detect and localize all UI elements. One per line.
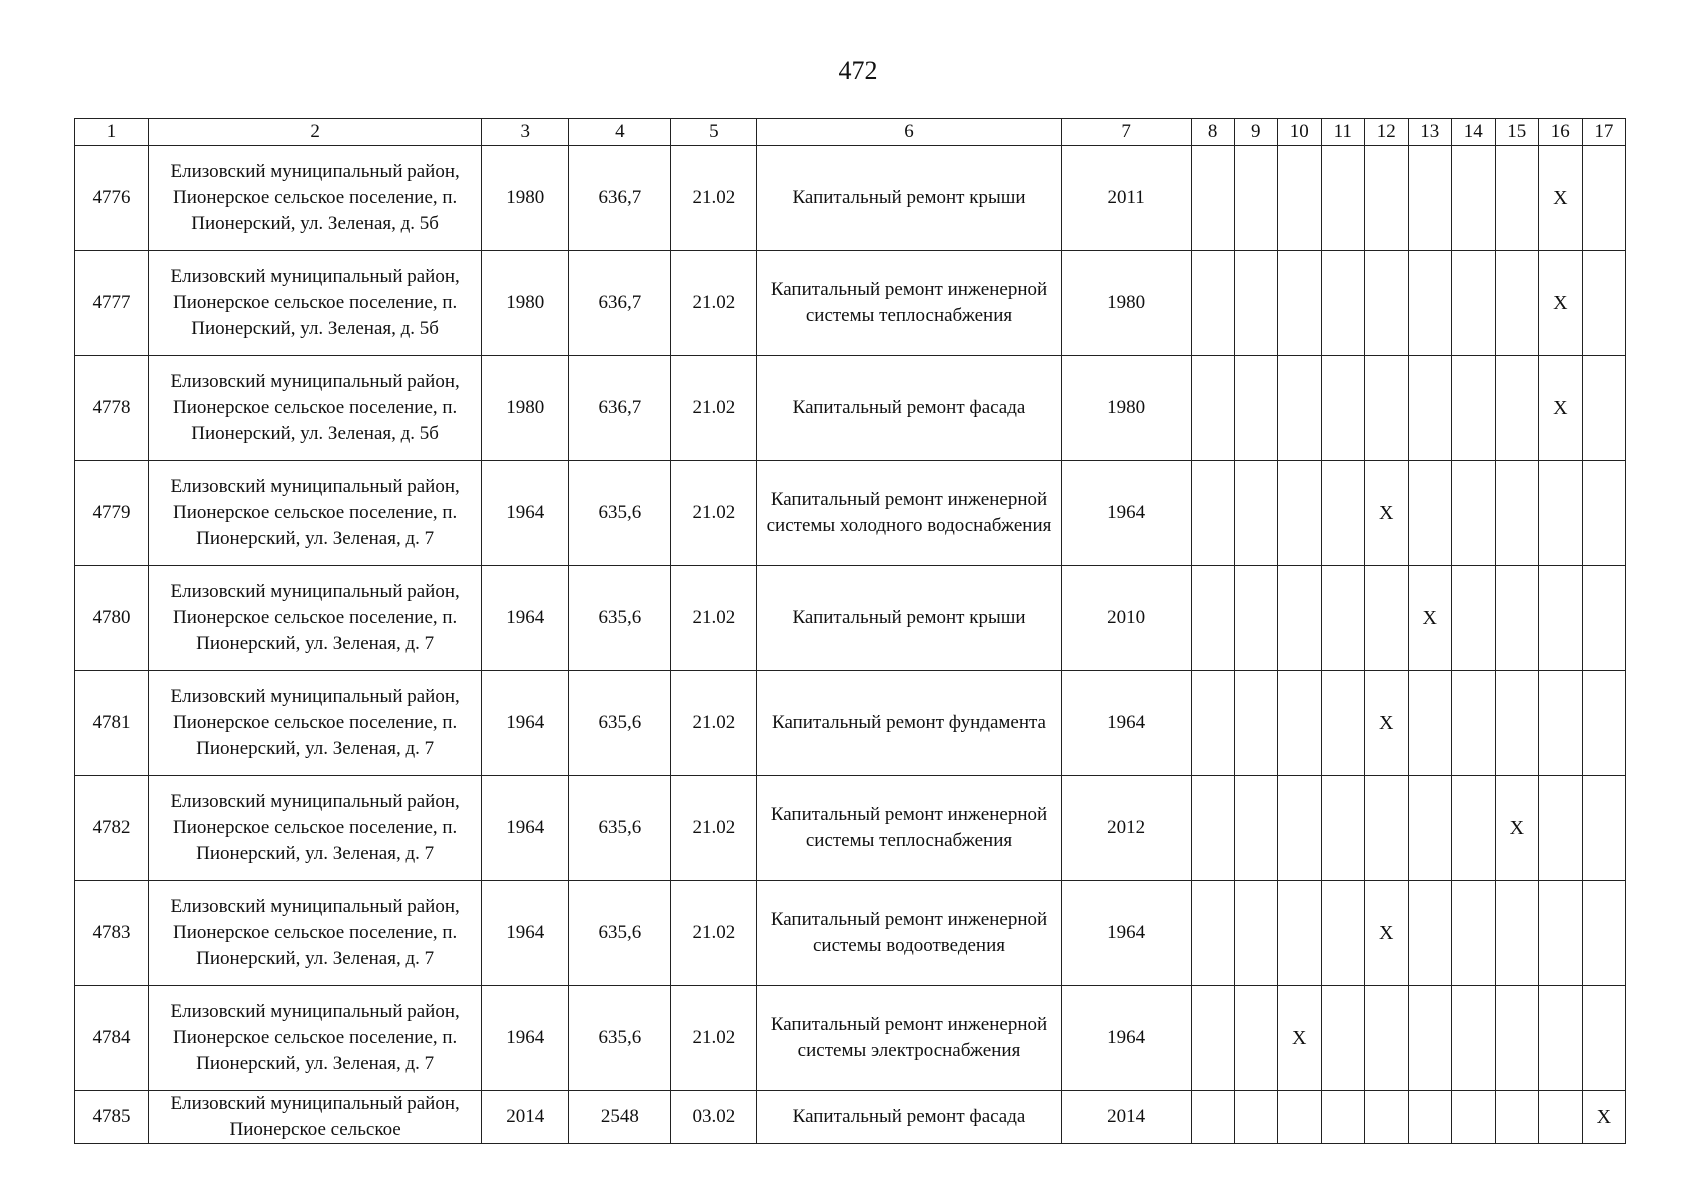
empty-cell <box>1582 986 1625 1091</box>
empty-cell <box>1364 1091 1408 1144</box>
table-row <box>75 356 1626 461</box>
code-cell: 21.02 <box>671 356 757 461</box>
empty-cell <box>1277 671 1321 776</box>
empty-cell <box>1538 986 1582 1091</box>
code-cell: 21.02 <box>671 461 757 566</box>
empty-cell <box>1451 146 1495 251</box>
address-cell <box>149 671 482 776</box>
empty-cell <box>1408 146 1451 251</box>
work-type-cell: Капитальный ремонт инженерной системы водоотведения <box>757 881 1061 986</box>
build-year-cell: 1964 <box>482 671 569 776</box>
empty-cell <box>1234 146 1277 251</box>
mark-cell <box>1538 356 1582 461</box>
area-cell: 635,6 <box>569 776 671 881</box>
address-text: Елизовский муниципальный район, Пионерское сельское поселение, п. Пионерский, ул. Зеленая, д. 5б <box>170 161 460 234</box>
address-cell <box>149 146 482 251</box>
empty-cell <box>1538 776 1582 881</box>
address-text: Елизовский муниципальный район, Пионерское сельское поселение, п. Пионерский, ул. Зеленая, д. 7 <box>170 791 460 864</box>
column-header-7: 7 <box>1061 119 1191 146</box>
work-type-cell: Капитальный ремонт инженерной системы теплоснабжения <box>757 251 1061 356</box>
x-mark: X <box>1291 1026 1307 1049</box>
x-mark: X <box>1553 396 1568 419</box>
address-cell <box>149 356 482 461</box>
empty-cell <box>1191 356 1234 461</box>
mark-cell <box>1582 1091 1625 1144</box>
empty-cell <box>1234 356 1277 461</box>
code-cell: 03.02 <box>671 1091 757 1144</box>
empty-cell <box>1495 1091 1538 1144</box>
build-year-cell: 1964 <box>482 986 569 1091</box>
work-type-cell: Капитальный ремонт инженерной системы теплоснабжения <box>757 776 1061 881</box>
table-row <box>75 461 1626 566</box>
x-mark: X <box>1509 816 1525 839</box>
empty-cell <box>1234 776 1277 881</box>
row-number-cell: 4777 <box>75 251 149 356</box>
empty-cell <box>1191 671 1234 776</box>
empty-cell <box>1538 671 1582 776</box>
empty-cell <box>1277 881 1321 986</box>
empty-cell <box>1277 146 1321 251</box>
empty-cell <box>1582 566 1625 671</box>
work-type-cell: Капитальный ремонт инженерной системы холодного водоснабжения <box>757 461 1061 566</box>
address-text: Елизовский муниципальный район, Пионерское сельское поселение, п. Пионерский, ул. Зеленая, д. 5б <box>170 371 460 444</box>
work-type-cell: Капитальный ремонт инженерной системы электроснабжения <box>757 986 1061 1091</box>
empty-cell <box>1538 566 1582 671</box>
address-cell <box>149 776 482 881</box>
empty-cell <box>1191 1091 1234 1144</box>
address-text: Елизовский муниципальный район, Пионерское сельское поселение, п. Пионерский, ул. Зеленая, д. 5б <box>170 266 460 339</box>
table-row <box>75 881 1626 986</box>
code-cell: 21.02 <box>671 881 757 986</box>
work-type-cell: Капитальный ремонт крыши <box>757 566 1061 671</box>
column-header-4: 4 <box>569 119 671 146</box>
empty-cell <box>1495 671 1538 776</box>
column-header-13: 13 <box>1408 119 1451 146</box>
page-number: 472 <box>838 56 878 85</box>
x-mark: X <box>1379 921 1394 944</box>
empty-cell <box>1408 881 1451 986</box>
empty-cell <box>1234 986 1277 1091</box>
empty-cell <box>1495 566 1538 671</box>
work-type-cell: Капитальный ремонт крыши <box>757 146 1061 251</box>
empty-cell <box>1321 881 1364 986</box>
area-cell: 2548 <box>569 1091 671 1144</box>
repair-year-cell: 2012 <box>1061 776 1191 881</box>
column-header-9: 9 <box>1234 119 1277 146</box>
empty-cell <box>1321 566 1364 671</box>
x-mark: X <box>1379 501 1394 524</box>
row-number-cell: 4784 <box>75 986 149 1091</box>
column-header-14: 14 <box>1451 119 1495 146</box>
build-year-cell: 1980 <box>482 251 569 356</box>
empty-cell <box>1364 986 1408 1091</box>
empty-cell <box>1408 356 1451 461</box>
empty-cell <box>1321 986 1364 1091</box>
mark-cell <box>1364 881 1408 986</box>
work-type-cell: Капитальный ремонт фасада <box>757 1091 1061 1144</box>
column-header-11: 11 <box>1321 119 1364 146</box>
mark-cell <box>1408 566 1451 671</box>
empty-cell <box>1277 1091 1321 1144</box>
table-row <box>75 986 1626 1091</box>
empty-cell <box>1408 986 1451 1091</box>
column-header-5: 5 <box>671 119 757 146</box>
empty-cell <box>1451 566 1495 671</box>
column-header-16: 16 <box>1538 119 1582 146</box>
empty-cell <box>1582 146 1625 251</box>
empty-cell <box>1364 146 1408 251</box>
repair-year-cell: 1964 <box>1061 671 1191 776</box>
empty-cell <box>1191 461 1234 566</box>
empty-cell <box>1451 776 1495 881</box>
empty-cell <box>1451 671 1495 776</box>
row-number-cell: 4780 <box>75 566 149 671</box>
empty-cell <box>1582 251 1625 356</box>
empty-cell <box>1191 566 1234 671</box>
row-number-cell: 4778 <box>75 356 149 461</box>
x-mark: X <box>1553 186 1568 209</box>
empty-cell <box>1234 881 1277 986</box>
mark-cell <box>1364 461 1408 566</box>
empty-cell <box>1408 776 1451 881</box>
empty-cell <box>1191 251 1234 356</box>
empty-cell <box>1582 671 1625 776</box>
x-mark: X <box>1379 711 1394 734</box>
empty-cell <box>1495 881 1538 986</box>
empty-cell <box>1234 671 1277 776</box>
repair-year-cell: 2014 <box>1061 1091 1191 1144</box>
column-header-1: 1 <box>75 119 149 146</box>
address-text: Елизовский муниципальный район, Пионерское сельское поселение, п. Пионерский, ул. Зеленая, д. 7 <box>170 896 460 969</box>
address-cell <box>149 461 482 566</box>
row-number-cell: 4783 <box>75 881 149 986</box>
address-text: Елизовский муниципальный район, Пионерское сельское поселение, п. Пионерский, ул. Зеленая, д. 7 <box>170 1001 460 1074</box>
build-year-cell: 1964 <box>482 776 569 881</box>
empty-cell <box>1364 251 1408 356</box>
empty-cell <box>1321 671 1364 776</box>
column-header-12: 12 <box>1364 119 1408 146</box>
empty-cell <box>1451 986 1495 1091</box>
column-header-2: 2 <box>149 119 482 146</box>
build-year-cell: 2014 <box>482 1091 569 1144</box>
column-header-10: 10 <box>1277 119 1321 146</box>
empty-cell <box>1408 671 1451 776</box>
address-cell <box>149 566 482 671</box>
empty-cell <box>1321 776 1364 881</box>
empty-cell <box>1191 986 1234 1091</box>
x-mark: X <box>1553 291 1568 314</box>
empty-cell <box>1191 881 1234 986</box>
empty-cell <box>1234 461 1277 566</box>
table-row <box>75 671 1626 776</box>
empty-cell <box>1364 356 1408 461</box>
address-text: Елизовский муниципальный район, Пионерское сельское поселение, п. Пионерский, ул. Зеленая, д. 7 <box>170 686 460 759</box>
empty-cell <box>1582 881 1625 986</box>
repair-year-cell: 1964 <box>1061 881 1191 986</box>
empty-cell <box>1538 461 1582 566</box>
repair-year-cell: 1980 <box>1061 251 1191 356</box>
code-cell: 21.02 <box>671 251 757 356</box>
empty-cell <box>1495 461 1538 566</box>
row-number-cell: 4782 <box>75 776 149 881</box>
build-year-cell: 1980 <box>482 356 569 461</box>
repair-year-cell: 1980 <box>1061 356 1191 461</box>
table-row <box>75 251 1626 356</box>
empty-cell <box>1582 356 1625 461</box>
empty-cell <box>1495 146 1538 251</box>
empty-cell <box>1321 146 1364 251</box>
column-number-row <box>75 119 1626 146</box>
empty-cell <box>1408 251 1451 356</box>
empty-cell <box>1321 1091 1364 1144</box>
empty-cell <box>1277 251 1321 356</box>
empty-cell <box>1495 251 1538 356</box>
empty-cell <box>1191 776 1234 881</box>
empty-cell <box>1408 1091 1451 1144</box>
address-text: Елизовский муниципальный район, Пионерское сельское поселение, п. Пионерский, ул. Зеленая, д. 7 <box>170 581 460 654</box>
area-cell: 636,7 <box>569 356 671 461</box>
empty-cell <box>1538 881 1582 986</box>
empty-cell <box>1451 461 1495 566</box>
empty-cell <box>1451 881 1495 986</box>
empty-cell <box>1321 251 1364 356</box>
column-header-17: 17 <box>1582 119 1625 146</box>
code-cell: 21.02 <box>671 146 757 251</box>
build-year-cell: 1964 <box>482 566 569 671</box>
area-cell: 635,6 <box>569 566 671 671</box>
empty-cell <box>1234 251 1277 356</box>
table-row <box>75 566 1626 671</box>
code-cell: 21.02 <box>671 776 757 881</box>
row-number-cell: 4781 <box>75 671 149 776</box>
empty-cell <box>1321 461 1364 566</box>
empty-cell <box>1234 1091 1277 1144</box>
code-cell: 21.02 <box>671 566 757 671</box>
x-mark: X <box>1596 1105 1612 1128</box>
empty-cell <box>1191 146 1234 251</box>
column-header-3: 3 <box>482 119 569 146</box>
empty-cell <box>1321 356 1364 461</box>
code-cell: 21.02 <box>671 671 757 776</box>
empty-cell <box>1538 1091 1582 1144</box>
repair-year-cell: 1964 <box>1061 986 1191 1091</box>
address-text: Елизовский муниципальный район, Пионерское сельское поселение, п. Пионерский, ул. Зеленая, д. 7 <box>170 476 460 549</box>
mark-cell <box>1538 146 1582 251</box>
column-header-6: 6 <box>757 119 1061 146</box>
area-cell: 636,7 <box>569 251 671 356</box>
empty-cell <box>1277 566 1321 671</box>
address-cell <box>149 881 482 986</box>
repair-year-cell: 1964 <box>1061 461 1191 566</box>
empty-cell <box>1451 251 1495 356</box>
repair-register-table <box>74 118 1626 1144</box>
empty-cell <box>1451 1091 1495 1144</box>
empty-cell <box>1277 776 1321 881</box>
build-year-cell: 1964 <box>482 881 569 986</box>
empty-cell <box>1277 356 1321 461</box>
mark-cell <box>1364 671 1408 776</box>
empty-cell <box>1408 461 1451 566</box>
table-row <box>75 1091 1626 1144</box>
mark-cell <box>1277 986 1321 1091</box>
area-cell: 635,6 <box>569 986 671 1091</box>
empty-cell <box>1234 566 1277 671</box>
work-type-cell: Капитальный ремонт фундамента <box>757 671 1061 776</box>
empty-cell <box>1495 356 1538 461</box>
address-cell <box>149 251 482 356</box>
table-row <box>75 776 1626 881</box>
area-cell: 635,6 <box>569 461 671 566</box>
row-number-cell: 4779 <box>75 461 149 566</box>
mark-cell <box>1495 776 1538 881</box>
build-year-cell: 1964 <box>482 461 569 566</box>
empty-cell <box>1277 461 1321 566</box>
empty-cell <box>1582 461 1625 566</box>
build-year-cell: 1980 <box>482 146 569 251</box>
column-header-8: 8 <box>1191 119 1234 146</box>
column-header-15: 15 <box>1495 119 1538 146</box>
code-cell: 21.02 <box>671 986 757 1091</box>
area-cell: 635,6 <box>569 881 671 986</box>
mark-cell <box>1538 251 1582 356</box>
work-type-cell: Капитальный ремонт фасада <box>757 356 1061 461</box>
empty-cell <box>1495 986 1538 1091</box>
empty-cell <box>1364 776 1408 881</box>
address-text: Елизовский муниципальный район, Пионерское сельское <box>170 1093 460 1140</box>
repair-year-cell: 2011 <box>1061 146 1191 251</box>
table-row <box>75 146 1626 251</box>
area-cell: 636,7 <box>569 146 671 251</box>
area-cell: 635,6 <box>569 671 671 776</box>
repair-year-cell: 2010 <box>1061 566 1191 671</box>
x-mark: X <box>1422 606 1437 629</box>
address-cell <box>149 986 482 1091</box>
row-number-cell: 4776 <box>75 146 149 251</box>
empty-cell <box>1451 356 1495 461</box>
empty-cell <box>1582 776 1625 881</box>
row-number-cell: 4785 <box>75 1091 149 1144</box>
empty-cell <box>1364 566 1408 671</box>
address-cell <box>149 1091 482 1144</box>
